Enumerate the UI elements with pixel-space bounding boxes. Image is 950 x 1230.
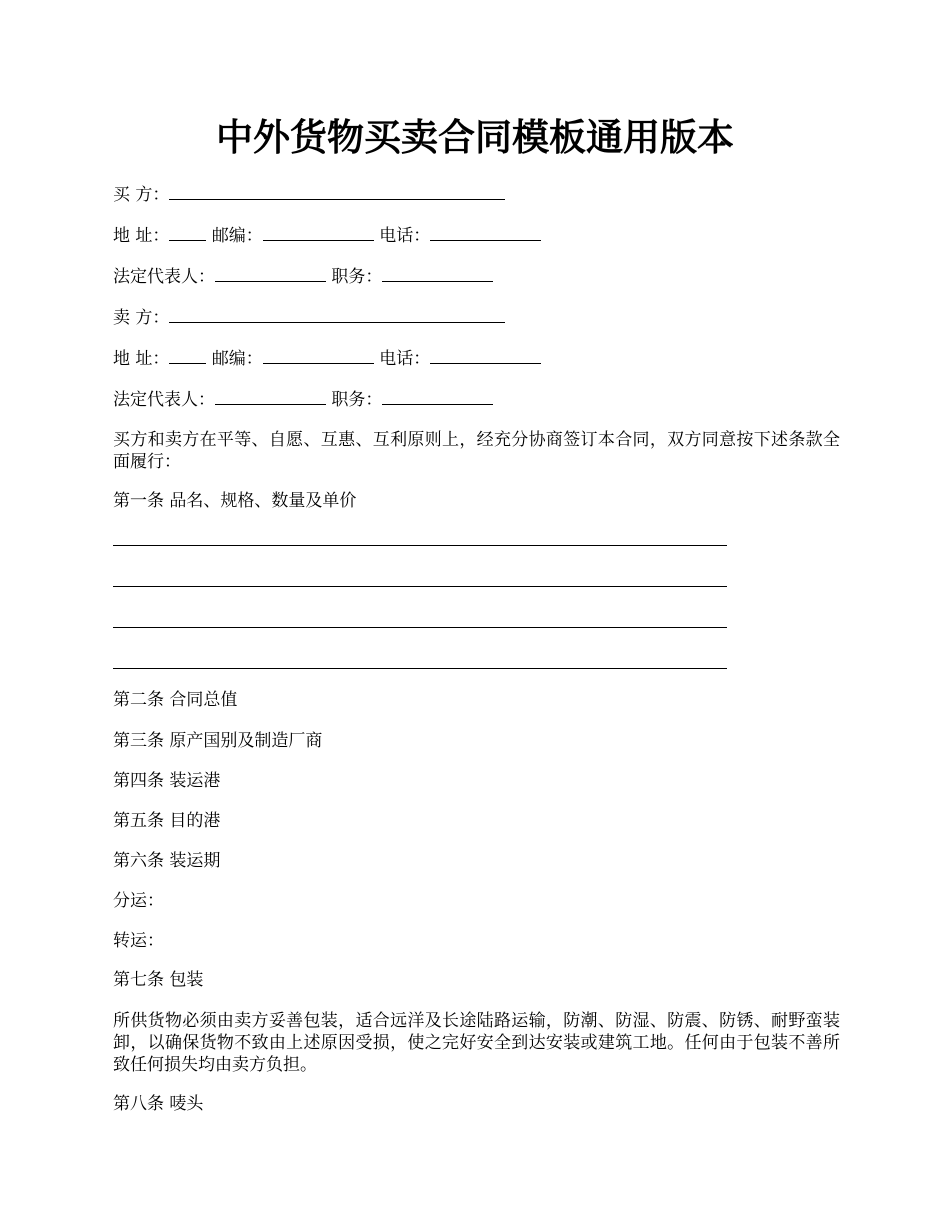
seller-rep-line	[113, 387, 493, 411]
article-2-heading: 第二条 合同总值	[113, 690, 238, 710]
article-1-blank-line-4[interactable]	[113, 668, 727, 669]
buyer-address-label: 地 址：	[113, 226, 170, 246]
buyer-address-line	[113, 223, 541, 247]
buyer-position-label: 职务：	[331, 267, 383, 287]
buyer-rep-label: 法定代表人：	[113, 267, 215, 287]
article-1-blank-line-1[interactable]	[113, 545, 727, 546]
seller-position-blank[interactable]	[382, 387, 493, 405]
buyer-phone-label: 电话：	[379, 226, 431, 246]
buyer-postcode-label: 邮编：	[211, 226, 263, 246]
seller-rep-label: 法定代表人：	[113, 390, 215, 410]
seller-phone-blank[interactable]	[430, 346, 541, 364]
buyer-rep-blank[interactable]	[215, 264, 326, 282]
buyer-rep-line	[113, 264, 493, 288]
article-1-blank-line-2[interactable]	[113, 586, 727, 587]
seller-address-label: 地 址：	[113, 349, 170, 369]
seller-postcode-label: 邮编：	[211, 349, 263, 369]
article-7-text: 所供货物必须由卖方妥善包装，适合远洋及长途陆路运输，防潮、防湿、防震、防锈、耐野蛮装卸，以确保货物不致由上述原因受损，使之完好安全到达安装或建筑工地。任何由于包装不善所致任何损失均由卖方负担。	[113, 1011, 840, 1075]
buyer-label: 买 方：	[113, 185, 170, 205]
seller-rep-blank[interactable]	[215, 387, 326, 405]
article-1-heading: 第一条 品名、规格、数量及单价	[113, 491, 357, 511]
seller-name-blank[interactable]	[169, 305, 505, 323]
partial-shipment-label: 分运：	[113, 891, 164, 911]
seller-address-line	[113, 346, 541, 370]
buyer-line	[113, 182, 505, 206]
article-4-heading: 第四条 装运港	[113, 771, 221, 791]
seller-position-label: 职务：	[331, 390, 383, 410]
article-3-heading: 第三条 原产国别及制造厂商	[113, 731, 323, 751]
buyer-name-blank[interactable]	[169, 182, 505, 200]
seller-line	[113, 305, 505, 329]
buyer-address-blank[interactable]	[169, 223, 206, 241]
article-6-heading: 第六条 装运期	[113, 851, 221, 871]
document-title: 中外货物买卖合同模板通用版本	[216, 115, 734, 159]
buyer-postcode-blank[interactable]	[263, 223, 374, 241]
transshipment-label: 转运：	[113, 931, 164, 951]
article-5-heading: 第五条 目的港	[113, 811, 221, 831]
article-8-heading: 第八条 唛头	[113, 1094, 204, 1114]
seller-postcode-blank[interactable]	[263, 346, 374, 364]
buyer-position-blank[interactable]	[382, 264, 493, 282]
article-1-blank-line-3[interactable]	[113, 627, 727, 628]
buyer-phone-blank[interactable]	[430, 223, 541, 241]
seller-phone-label: 电话：	[379, 349, 431, 369]
article-7-heading: 第七条 包装	[113, 970, 204, 990]
seller-address-blank[interactable]	[169, 346, 206, 364]
seller-label: 卖 方：	[113, 308, 170, 328]
intro-paragraph: 买方和卖方在平等、自愿、互惠、互利原则上，经充分协商签订本合同，双方同意按下述条款全面履行：	[113, 430, 840, 472]
